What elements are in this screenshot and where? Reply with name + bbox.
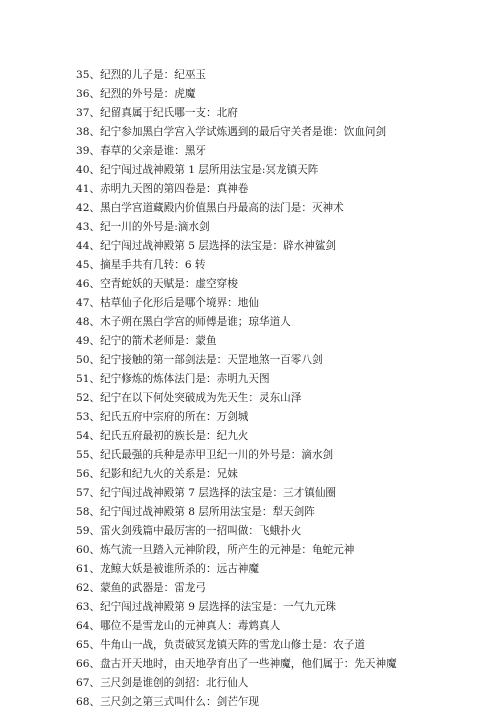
qa-line: 44、纪宁闯过战神殿第 5 层选择的法宝是：辟水神鲨剑: [76, 240, 337, 252]
qa-line: 51、纪宁修炼的炼体法门是：赤明九天图: [76, 373, 270, 385]
qa-line: 35、纪烈的儿子是：纪巫玉: [76, 69, 207, 81]
qa-line: 43、纪一川的外号是:滴水剑: [76, 221, 210, 233]
qa-line: 39、春草的父亲是谁：黑牙: [76, 145, 207, 157]
qa-line: 52、纪宁在以下何处突破成为先天生：灵东山泽: [76, 392, 302, 404]
qa-line: 66、盘古开天地时，由天地孕育出了一些神魔，他们属于：先天神魔: [76, 658, 397, 670]
qa-line: 42、黑白学宫道藏殿内价值黑白丹最高的法门是：灭神术: [76, 202, 344, 214]
qa-line: 58、纪宁闯过战神殿第 8 层所用法宝是：犁天剑阵: [76, 506, 315, 518]
qa-line: 68、三尺剑之第三式叫什么：剑芒乍现: [76, 696, 259, 708]
qa-line: 57、纪宁闯过战神殿第 7 层选择的法宝是：三才镇仙圈: [76, 487, 337, 499]
qa-line: 48、木子朔在黑白学宫的师傅是谁；琼华道人: [76, 316, 291, 328]
qa-line: 67、三尺剑是谁创的剑招：北行仙人: [76, 677, 249, 689]
qa-line: 36、纪烈的外号是：虎魔: [76, 88, 196, 100]
qa-line: 46、空青蛇妖的天赋是：虚空穿梭: [76, 278, 238, 290]
qa-line: 49、纪宁的箭术老师是：蒙鱼: [76, 335, 217, 347]
qa-line: 59、雷火剑残篇中最厉害的一招叫做：飞蛾扑火: [76, 525, 302, 537]
qa-line: 60、炼气流一旦踏入元神阶段，所产生的元神是：龟蛇元神: [76, 544, 355, 556]
qa-line: 54、纪氏五府最初的族长是：纪九火: [76, 430, 249, 442]
qa-line: 45、摘星手共有几转：6 转: [76, 259, 206, 271]
qa-line: 61、龙鲸大妖是被谁所杀的：远古神魔: [76, 563, 259, 575]
qa-line: 47、枯草仙子化形后是哪个境界：地仙: [76, 297, 259, 309]
qa-line: 53、纪氏五府中宗府的所在：万剑城: [76, 411, 249, 423]
qa-line: 50、纪宁接触的第一部剑法是：天罡地煞一百零八剑: [76, 354, 323, 366]
qa-line: 38、纪宁参加黑白学宫入学试炼遇到的最后守关者是谁：饮血问剑: [76, 126, 387, 138]
qa-line: 55、纪氏最强的兵种是赤甲卫纪一川的外号是：滴水剑: [76, 449, 334, 461]
qa-line: 65、牛角山一战，负责破冥龙镇天阵的雪龙山修士是：农子道: [76, 639, 365, 651]
qa-line: 56、纪影和纪九火的关系是：兄妹: [76, 468, 238, 480]
qa-line: 41、赤明九天图的第四卷是：真神卷: [76, 183, 249, 195]
qa-line: 64、哪位不是雪龙山的元神真人：毒鸩真人: [76, 620, 281, 632]
question-answer-list: [76, 66, 397, 712]
qa-line: 63、纪宁闯过战神殿第 9 层选择的法宝是：一气九元珠: [76, 601, 337, 613]
qa-line: 37、纪留真属于纪氏哪一支：北府: [76, 107, 238, 119]
qa-line: 40、纪宁闯过战神殿第 1 层所用法宝是:冥龙镇天阵: [76, 164, 319, 176]
qa-line: 62、蒙鱼的武器是：雷龙弓: [76, 582, 207, 594]
